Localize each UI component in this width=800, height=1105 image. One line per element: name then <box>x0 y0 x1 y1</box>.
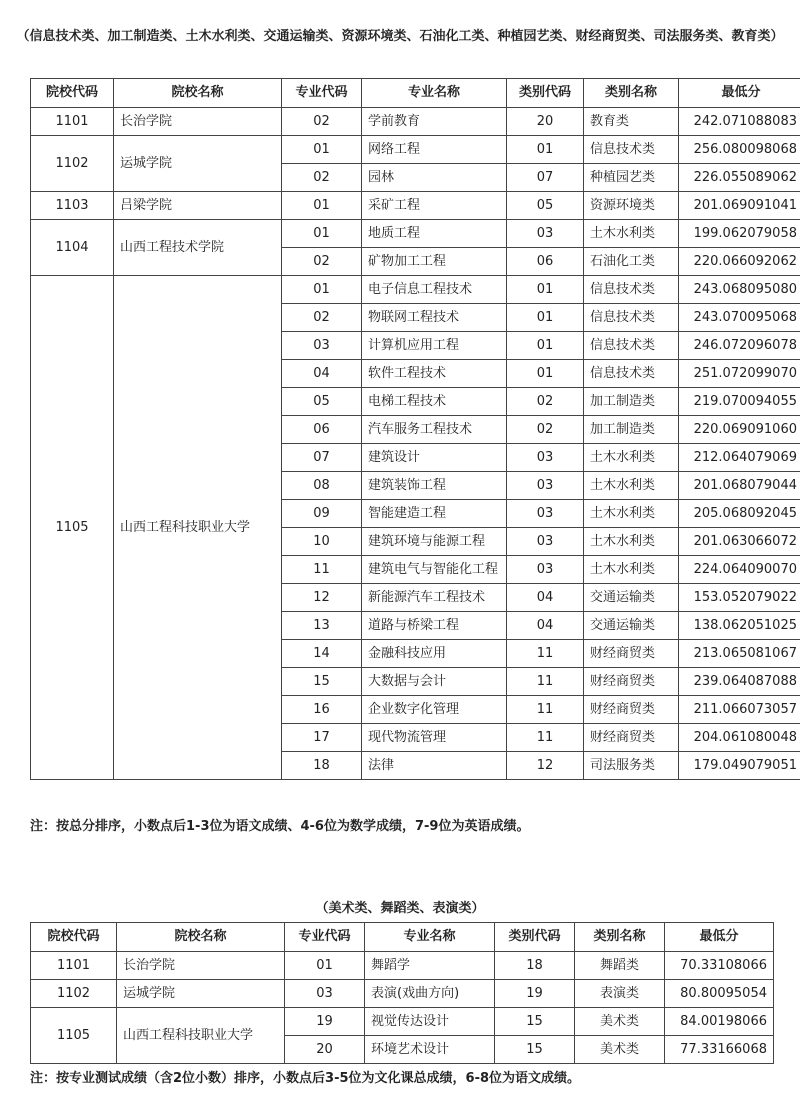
category-name-cell: 美术类 <box>575 1008 665 1036</box>
category-code-cell: 11 <box>507 640 584 668</box>
min-score-cell: 251.072099070 <box>679 360 800 388</box>
major-name-cell: 表演(戏曲方向) <box>365 980 495 1008</box>
category-name-cell: 土木水利类 <box>584 444 679 472</box>
category-name-cell: 信息技术类 <box>584 360 679 388</box>
min-score-cell: 212.064079069 <box>679 444 800 472</box>
table-row <box>31 1008 774 1036</box>
major-name-cell: 法律 <box>362 752 507 780</box>
col-header-school-code: 院校代码 <box>31 79 114 108</box>
min-score-cell: 211.066073057 <box>679 696 800 724</box>
major-name-cell: 金融科技应用 <box>362 640 507 668</box>
major-code-cell: 01 <box>282 276 362 304</box>
category-code-cell: 06 <box>507 248 584 276</box>
school-code-cell: 1105 <box>31 276 114 780</box>
category-name-cell: 资源环境类 <box>584 192 679 220</box>
col-header-major-code: 专业代码 <box>285 923 365 952</box>
category-name-cell: 交通运输类 <box>584 584 679 612</box>
major-name-cell: 建筑装饰工程 <box>362 472 507 500</box>
category-name-cell: 土木水利类 <box>584 500 679 528</box>
col-header-category-code: 类别代码 <box>495 923 575 952</box>
category-code-cell: 04 <box>507 612 584 640</box>
col-header-min-score: 最低分 <box>665 923 774 952</box>
category-name-cell: 财经商贸类 <box>584 668 679 696</box>
category-code-cell: 04 <box>507 584 584 612</box>
admission-table-general <box>30 78 800 780</box>
col-header-school-name: 院校名称 <box>114 79 282 108</box>
category-code-cell: 19 <box>495 980 575 1008</box>
category-name-cell: 表演类 <box>575 980 665 1008</box>
category-code-cell: 01 <box>507 304 584 332</box>
major-code-cell: 10 <box>282 528 362 556</box>
major-code-cell: 20 <box>285 1036 365 1064</box>
category-name-cell: 加工制造类 <box>584 388 679 416</box>
col-header-category-name: 类别名称 <box>584 79 679 108</box>
major-code-cell: 12 <box>282 584 362 612</box>
category-name-cell: 财经商贸类 <box>584 724 679 752</box>
major-name-cell: 新能源汽车工程技术 <box>362 584 507 612</box>
min-score-cell: 220.069091060 <box>679 416 800 444</box>
category-code-cell: 11 <box>507 668 584 696</box>
min-score-cell: 201.063066072 <box>679 528 800 556</box>
category-code-cell: 20 <box>507 108 584 136</box>
major-name-cell: 汽车服务工程技术 <box>362 416 507 444</box>
category-code-cell: 01 <box>507 276 584 304</box>
school-code-cell: 1103 <box>31 192 114 220</box>
category-code-cell: 03 <box>507 472 584 500</box>
major-code-cell: 02 <box>282 108 362 136</box>
major-name-cell: 电梯工程技术 <box>362 388 507 416</box>
school-code-cell: 1101 <box>31 952 117 980</box>
category-code-cell: 02 <box>507 416 584 444</box>
category-code-cell: 07 <box>507 164 584 192</box>
school-code-cell: 1102 <box>31 136 114 192</box>
table-row <box>31 108 800 136</box>
col-header-category-code: 类别代码 <box>507 79 584 108</box>
category-name-cell: 美术类 <box>575 1036 665 1064</box>
school-name-cell: 山西工程科技职业大学 <box>114 276 282 780</box>
school-name-cell: 山西工程技术学院 <box>114 220 282 276</box>
major-code-cell: 15 <box>282 668 362 696</box>
major-name-cell: 采矿工程 <box>362 192 507 220</box>
school-name-cell: 吕梁学院 <box>114 192 282 220</box>
major-name-cell: 企业数字化管理 <box>362 696 507 724</box>
category-code-cell: 03 <box>507 556 584 584</box>
min-score-cell: 213.065081067 <box>679 640 800 668</box>
min-score-cell: 77.33166068 <box>665 1036 774 1064</box>
major-code-cell: 01 <box>282 136 362 164</box>
min-score-cell: 80.80095054 <box>665 980 774 1008</box>
major-name-cell: 学前教育 <box>362 108 507 136</box>
min-score-cell: 226.055089062 <box>679 164 800 192</box>
category-name-cell: 土木水利类 <box>584 472 679 500</box>
table2-note: 注：按专业测试成绩（含2位小数）排序，小数点后3-5位为文化课总成绩，6-8位为语文成绩。 <box>30 1071 581 1086</box>
major-name-cell: 建筑电气与智能化工程 <box>362 556 507 584</box>
table1-body <box>31 108 800 780</box>
major-name-cell: 环境艺术设计 <box>365 1036 495 1064</box>
min-score-cell: 179.049079051 <box>679 752 800 780</box>
category-name-cell: 石油化工类 <box>584 248 679 276</box>
major-code-cell: 05 <box>282 388 362 416</box>
major-code-cell: 03 <box>285 980 365 1008</box>
major-name-cell: 计算机应用工程 <box>362 332 507 360</box>
school-name-cell: 长治学院 <box>117 952 285 980</box>
table2-title: （美术类、舞蹈类、表演类） <box>315 901 485 916</box>
major-code-cell: 02 <box>282 248 362 276</box>
min-score-cell: 246.072096078 <box>679 332 800 360</box>
major-code-cell: 01 <box>282 220 362 248</box>
major-name-cell: 建筑环境与能源工程 <box>362 528 507 556</box>
major-code-cell: 01 <box>282 192 362 220</box>
category-code-cell: 05 <box>507 192 584 220</box>
major-code-cell: 19 <box>285 1008 365 1036</box>
min-score-cell: 219.070094055 <box>679 388 800 416</box>
major-code-cell: 16 <box>282 696 362 724</box>
min-score-cell: 153.052079022 <box>679 584 800 612</box>
major-name-cell: 物联网工程技术 <box>362 304 507 332</box>
col-header-category-name: 类别名称 <box>575 923 665 952</box>
min-score-cell: 201.068079044 <box>679 472 800 500</box>
category-name-cell: 土木水利类 <box>584 220 679 248</box>
category-name-cell: 司法服务类 <box>584 752 679 780</box>
min-score-cell: 239.064087088 <box>679 668 800 696</box>
major-code-cell: 08 <box>282 472 362 500</box>
major-code-cell: 11 <box>282 556 362 584</box>
major-code-cell: 06 <box>282 416 362 444</box>
school-code-cell: 1105 <box>31 1008 117 1064</box>
min-score-cell: 205.068092045 <box>679 500 800 528</box>
category-name-cell: 舞蹈类 <box>575 952 665 980</box>
major-code-cell: 17 <box>282 724 362 752</box>
category-code-cell: 11 <box>507 696 584 724</box>
school-code-cell: 1102 <box>31 980 117 1008</box>
category-name-cell: 加工制造类 <box>584 416 679 444</box>
school-name-cell: 运城学院 <box>117 980 285 1008</box>
category-name-cell: 信息技术类 <box>584 332 679 360</box>
category-name-cell: 种植园艺类 <box>584 164 679 192</box>
major-name-cell: 舞蹈学 <box>365 952 495 980</box>
col-header-major-name: 专业名称 <box>362 79 507 108</box>
category-name-cell: 信息技术类 <box>584 136 679 164</box>
table-header-row <box>31 923 774 952</box>
min-score-cell: 242.071088083 <box>679 108 800 136</box>
category-code-cell: 03 <box>507 500 584 528</box>
col-header-school-code: 院校代码 <box>31 923 117 952</box>
min-score-cell: 201.069091041 <box>679 192 800 220</box>
col-header-major-name: 专业名称 <box>365 923 495 952</box>
category-name-cell: 信息技术类 <box>584 276 679 304</box>
major-name-cell: 建筑设计 <box>362 444 507 472</box>
table-row <box>31 276 800 304</box>
major-code-cell: 02 <box>282 304 362 332</box>
min-score-cell: 199.062079058 <box>679 220 800 248</box>
major-name-cell: 视觉传达设计 <box>365 1008 495 1036</box>
min-score-cell: 243.068095080 <box>679 276 800 304</box>
table-row <box>31 220 800 248</box>
category-code-cell: 15 <box>495 1036 575 1064</box>
min-score-cell: 256.080098068 <box>679 136 800 164</box>
category-code-cell: 01 <box>507 332 584 360</box>
table2-body <box>31 952 774 1064</box>
table-row <box>31 952 774 980</box>
school-code-cell: 1104 <box>31 220 114 276</box>
category-code-cell: 11 <box>507 724 584 752</box>
category-code-cell: 01 <box>507 136 584 164</box>
category-code-cell: 18 <box>495 952 575 980</box>
category-name-cell: 土木水利类 <box>584 556 679 584</box>
col-header-major-code: 专业代码 <box>282 79 362 108</box>
school-code-cell: 1101 <box>31 108 114 136</box>
major-name-cell: 智能建造工程 <box>362 500 507 528</box>
category-name-cell: 土木水利类 <box>584 528 679 556</box>
major-name-cell: 园林 <box>362 164 507 192</box>
category-name-cell: 财经商贸类 <box>584 696 679 724</box>
min-score-cell: 84.00198066 <box>665 1008 774 1036</box>
category-name-cell: 信息技术类 <box>584 304 679 332</box>
category-code-cell: 03 <box>507 220 584 248</box>
major-name-cell: 矿物加工工程 <box>362 248 507 276</box>
min-score-cell: 220.066092062 <box>679 248 800 276</box>
table1-note: 注：按总分排序，小数点后1-3位为语文成绩、4-6位为数学成绩，7-9位为英语成绩。 <box>30 819 530 834</box>
major-name-cell: 现代物流管理 <box>362 724 507 752</box>
major-name-cell: 电子信息工程技术 <box>362 276 507 304</box>
table-row <box>31 980 774 1008</box>
major-name-cell: 软件工程技术 <box>362 360 507 388</box>
category-code-cell: 12 <box>507 752 584 780</box>
school-name-cell: 长治学院 <box>114 108 282 136</box>
major-code-cell: 18 <box>282 752 362 780</box>
major-name-cell: 地质工程 <box>362 220 507 248</box>
table-header-row <box>31 79 800 108</box>
major-code-cell: 07 <box>282 444 362 472</box>
category-name-cell: 教育类 <box>584 108 679 136</box>
major-code-cell: 04 <box>282 360 362 388</box>
category-code-cell: 02 <box>507 388 584 416</box>
category-code-cell: 03 <box>507 528 584 556</box>
school-name-cell: 山西工程科技职业大学 <box>117 1008 285 1064</box>
category-code-cell: 15 <box>495 1008 575 1036</box>
school-name-cell: 运城学院 <box>114 136 282 192</box>
admission-table-arts <box>30 922 774 1064</box>
table1-title: （信息技术类、加工制造类、土木水利类、交通运输类、资源环境类、石油化工类、种植园艺类、财经商贸类、司法服务类、教育类） <box>16 29 784 44</box>
major-name-cell: 网络工程 <box>362 136 507 164</box>
major-name-cell: 道路与桥梁工程 <box>362 612 507 640</box>
min-score-cell: 138.062051025 <box>679 612 800 640</box>
major-name-cell: 大数据与会计 <box>362 668 507 696</box>
category-code-cell: 01 <box>507 360 584 388</box>
major-code-cell: 14 <box>282 640 362 668</box>
table-row <box>31 136 800 164</box>
major-code-cell: 01 <box>285 952 365 980</box>
major-code-cell: 13 <box>282 612 362 640</box>
major-code-cell: 09 <box>282 500 362 528</box>
major-code-cell: 02 <box>282 164 362 192</box>
min-score-cell: 204.061080048 <box>679 724 800 752</box>
min-score-cell: 70.33108066 <box>665 952 774 980</box>
category-name-cell: 交通运输类 <box>584 612 679 640</box>
category-name-cell: 财经商贸类 <box>584 640 679 668</box>
category-code-cell: 03 <box>507 444 584 472</box>
min-score-cell: 224.064090070 <box>679 556 800 584</box>
major-code-cell: 03 <box>282 332 362 360</box>
table-row <box>31 192 800 220</box>
min-score-cell: 243.070095068 <box>679 304 800 332</box>
col-header-school-name: 院校名称 <box>117 923 285 952</box>
col-header-min-score: 最低分 <box>679 79 800 108</box>
